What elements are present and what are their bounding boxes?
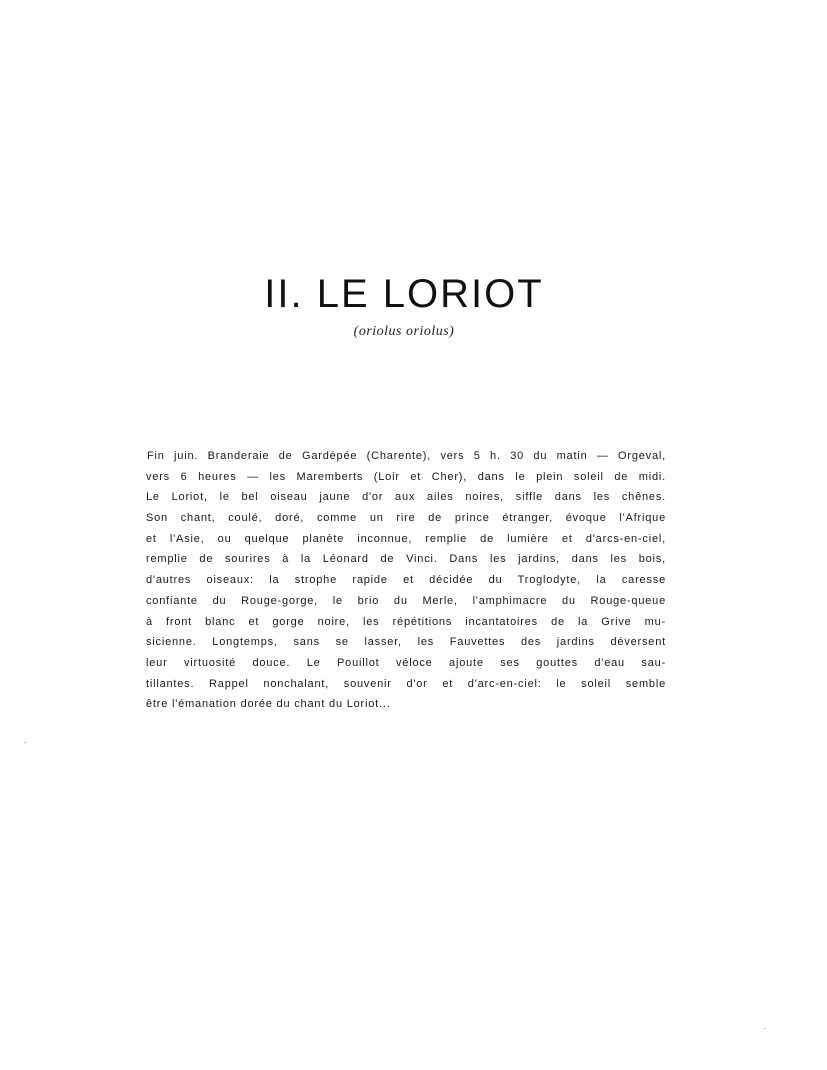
paragraph-line: leur virtuosité douce. Le Pouillot véloce ajoute ses gouttes d'eau sau- [146, 656, 666, 669]
paragraph-line: remplie de sourires à la Léonard de Vinci. Dans les jardins, dans les bois, [146, 553, 666, 566]
scan-speck [24, 742, 26, 743]
paragraph-line: d'autres oiseaux: la strophe rapide et décidée du Troglodyte, la caresse [146, 574, 666, 587]
chapter-title: II. LE LORIOT [264, 272, 544, 316]
paragraph-line: confiante du Rouge-gorge, le brio du Merle, l'amphimacre du Rouge-queue [146, 594, 666, 607]
paragraph-line: Le Loriot, le bel oiseau jaune d'or aux ailes noires, siffle dans les chênes. [146, 491, 666, 504]
paragraph-line: tillantes. Rappel nonchalant, souvenir d'or et d'arc-en-ciel: le soleil semble [146, 677, 666, 690]
paragraph-line: sicienne. Longtemps, sans se lasser, les Fauvettes des jardins déversent [146, 636, 666, 649]
paragraph-line: et l'Asie, ou quelque planète inconnue, remplie de lumière et d'arcs-en-ciel, [146, 532, 666, 545]
scan-speck [764, 1028, 766, 1029]
chapter-subtitle: (oriolus oriolus) [353, 324, 455, 339]
body-paragraph [146, 446, 666, 715]
paragraph-line: Fin juin. Branderaie de Gardépée (Charente), vers 5 h. 30 du matin — Orgeval, [147, 450, 666, 462]
paragraph-line: Son chant, coulé, doré, comme un rire de prince étranger, évoque l'Afrique [146, 512, 666, 525]
paragraph-line: vers 6 heures — les Maremberts (Loir et Cher), dans le plein soleil de midi. [146, 470, 666, 483]
paragraph-line: à front blanc et gorge noire, les répétitions incantatoires de la Grive mu- [146, 615, 666, 628]
paragraph-line: être l'émanation dorée du chant du Loriot... [146, 698, 391, 711]
